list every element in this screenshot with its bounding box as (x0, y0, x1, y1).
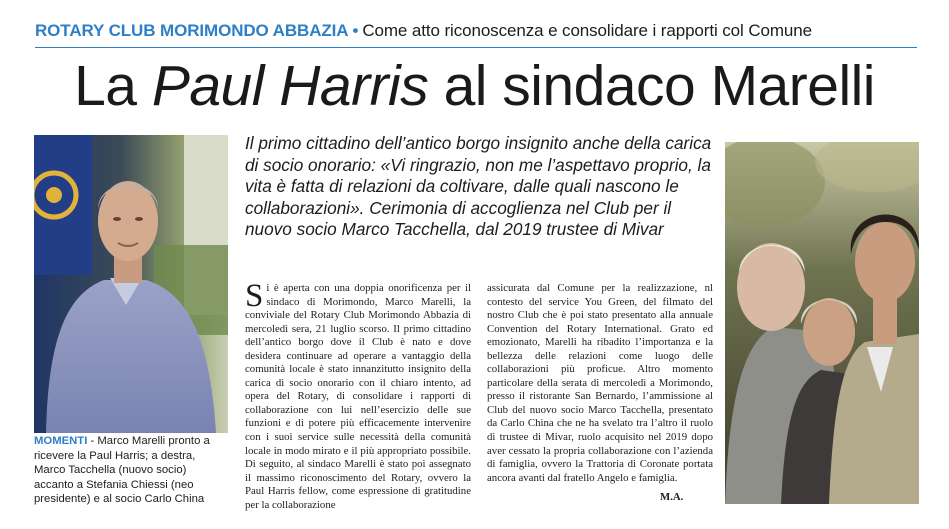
body-column-1-text: i è aperta con una doppia onorificenza per il sindaco di Morimondo, Marco Marelli, la conviviale del Rotary Club Morimondo Abbazia di mercoledì sera, 21 luglio scorso. Il primo cittadino dell’antico borgo dove il Club è nato e dove desidera continuare ad operare a vantaggio della comunità locale è stato innanzitutto insignito della carica di socio onorario con il chiaro intento, ad opera del Rotary, di consolidare i rapporti di collaborazione con lui nell’esercizio delle sue funzioni e di potere più efficacemente intervenire con i suoi service sulle necessità della comunità locale in modo mirato e il più appropriato possibile. Di seguito, al sindaco Marelli è stato poi assegnato il massimo riconoscimento del Rotary, ovvero la Paul Harris fellow, come espressione di gratitudine per la collaborazione (245, 282, 471, 511)
kicker-subtitle: Come atto riconoscenza e consolidare i rapporti col Comune (362, 21, 812, 40)
caption-label: MOMENTI (34, 435, 88, 447)
kicker-club-name: ROTARY CLUB MORIMONDO ABBAZIA (35, 21, 349, 40)
drop-cap: S (245, 278, 264, 314)
caption-text: - Marco Marelli pronto a ricevere la Paul Harris; a destra, Marco Tacchella (nuovo socio) accanto a Stefania Chiessi (neo presidente) e al socio Carlo China (34, 435, 210, 506)
photo-mayor-marelli (34, 135, 228, 433)
article-headline (0, 48, 949, 124)
photo-new-member-group (725, 142, 919, 504)
photo-caption (34, 434, 228, 507)
body-column-1 (245, 278, 471, 512)
author-signature: M.A. (660, 491, 684, 503)
headline-italic: Paul Harris (151, 54, 429, 118)
body-column-2: assicurata dal Comune per la realizzazione, nl contesto del service You Green, del filmato del nostro Club che è poi stato presentato alla annuale Convention del Rotary International. Grato ed emozionato, Marelli ha ribadito l’importanza e la bellezza delle relazioni come luogo delle collaborazioni più proficue. Altro momento particolare della serata di mercoledì a Morimondo, presso il ristorante San Bernardo, l’ammissione al Club del nuovo socio Marco Tacchella, presentato da Carlo China che ne ha svelato tra l’altro il ruolo di trustee di Mivar, ruolo acquisito nel 2019 dopo aver cessato la propria collaborazione con l’azienda di famiglia, ovvero la Trattoria di Coronate portata ancora avanti dal fratello Angelo e famiglia. (487, 282, 713, 484)
article-standfirst: Il primo cittadino dell’antico borgo insignito anche della carica di socio onorario: «Vi ringrazio, non me l’aspettavo proprio, la vita è fatta di relazioni da coltivare, dalle quali nascono le collaborazioni». Cerimonia di accoglienza nel Club per il nuovo socio Marco Tacchella, dal 2019 trustee di Mivar (245, 133, 712, 239)
kicker-bullet: • (352, 21, 359, 40)
headline-part-1: La (74, 54, 152, 118)
headline-part-2: al sindaco Marelli (428, 54, 875, 118)
section-kicker (35, 18, 917, 44)
